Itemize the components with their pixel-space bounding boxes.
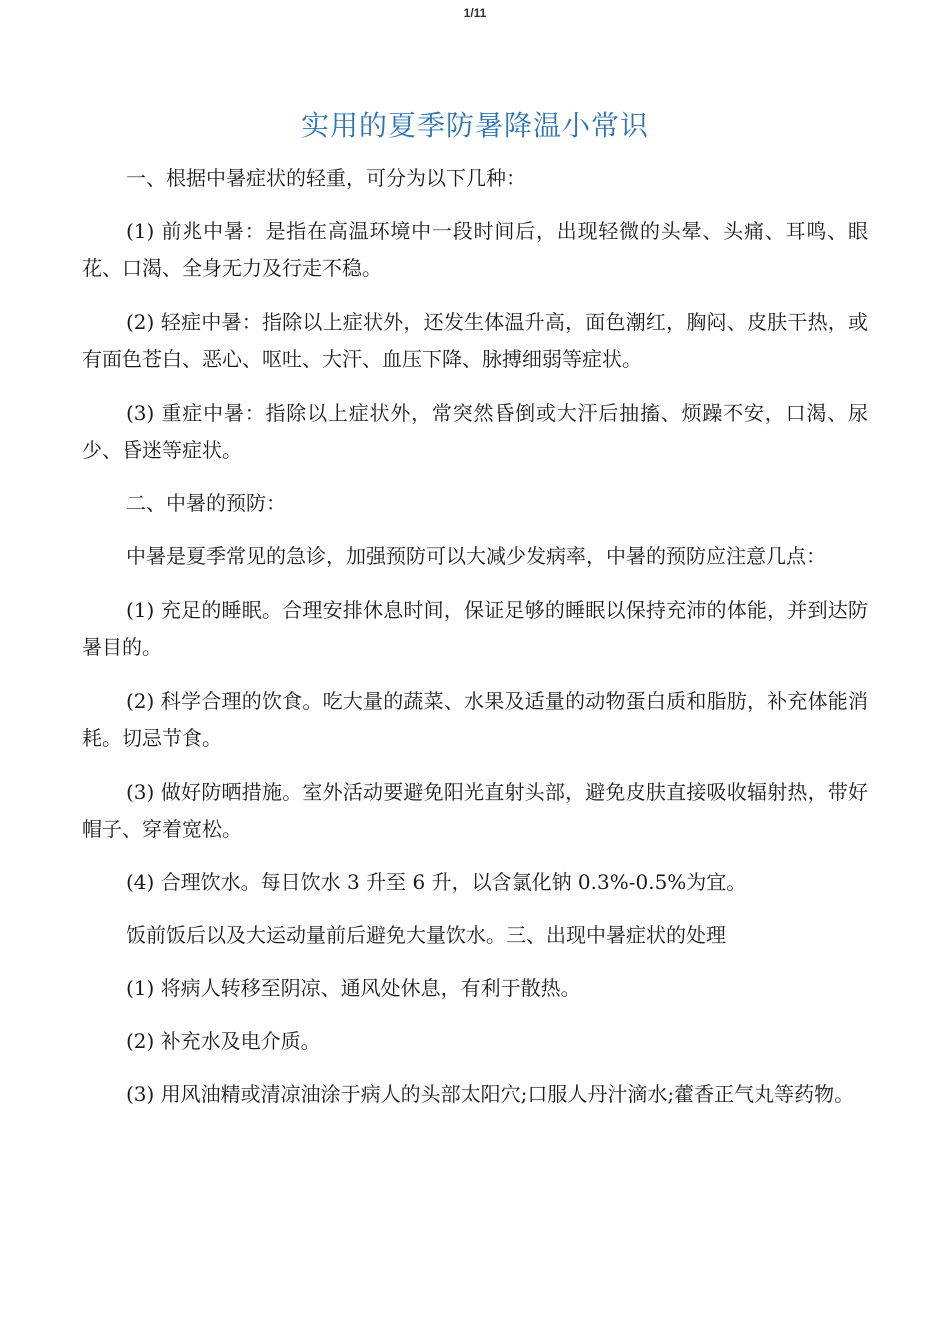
list-item-electrolytes: (2) 补充水及电介质。	[126, 1029, 321, 1053]
paragraph-treatment-heading: 饭前饭后以及大运动量前后避免大量饮水。三、出现中暑症状的处理	[126, 923, 726, 947]
document-title: 实用的夏季防暑降温小常识	[300, 109, 649, 142]
list-item-sleep: (1) 充足的睡眠。合理安排休息时间，保证足够的睡眠以保持充沛的体能，并到达防暑目的。	[82, 598, 868, 659]
document-body	[82, 160, 868, 1113]
section-heading-symptoms: 一、根据中暑症状的轻重，可分为以下几种：	[126, 166, 526, 190]
paragraph-prevention-intro: 中暑是夏季常见的急诊，加强预防可以大减少发病率，中暑的预防应注意几点：	[126, 544, 826, 568]
list-item-drinking-water: (4) 合理饮水。每日饮水 3 升至 6 升，以含氯化钠 0.3%-0.5%为宜。	[126, 870, 747, 894]
list-item-sun-protection: (3) 做好防晒措施。室外活动要避免阳光直射头部，避免皮肤直接吸收辐射热，带好帽子、穿着宽松。	[82, 780, 868, 841]
list-item-move-patient: (1) 将病人转移至阴凉、通风处休息，有利于散热。	[126, 976, 581, 1000]
section-heading-prevention: 二、中暑的预防：	[126, 491, 286, 515]
page-number: 1/11	[463, 6, 487, 20]
list-item-severe-heatstroke: (3) 重症中暑：指除以上症状外，常突然昏倒或大汗后抽搐、烦躁不安，口渴、尿少、昏迷等症状。	[82, 401, 868, 462]
list-item-medicine: (3) 用风油精或清凉油涂于病人的头部太阳穴;口服人丹汁滴水;藿香正气丸等药物。	[126, 1082, 855, 1106]
list-item-mild-heatstroke: (2) 轻症中暑：指除以上症状外，还发生体温升高，面色潮红，胸闷、皮肤干热，或有面色苍白、恶心、呕吐、大汗、血压下降、脉搏细弱等症状。	[82, 310, 868, 371]
list-item-precursor-heatstroke: (1) 前兆中暑：是指在高温环境中一段时间后，出现轻微的头晕、头痛、耳鸣、眼花、口渴、全身无力及行走不稳。	[82, 219, 868, 280]
list-item-diet: (2) 科学合理的饮食。吃大量的蔬菜、水果及适量的动物蛋白质和脂肪，补充体能消耗。切忌节食。	[82, 689, 868, 750]
